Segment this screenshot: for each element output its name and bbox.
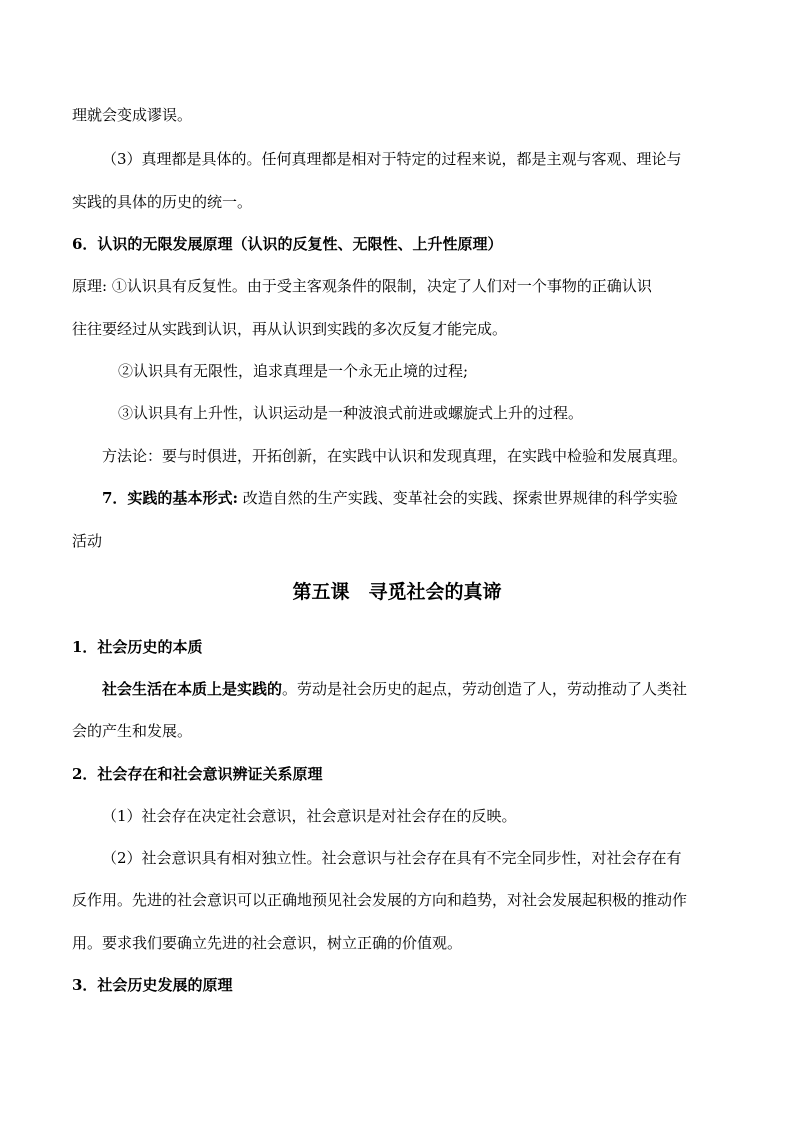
section-heading-3: 3．社会历史发展的原理 [72,976,233,994]
paragraph-line: 理就会变成谬误。 [72,106,193,124]
paragraph-line: （1）社会存在决定社会意识，社会意识是对社会存在的反映。 [102,807,517,825]
paragraph-line: 实践的具体的历史的统一。 [72,193,253,211]
section-heading-7: 7．实践的基本形式: [102,489,238,507]
paragraph-line [102,488,678,508]
paragraph-line [102,679,687,699]
paragraph-line: 原理: ①认识具有反复性。由于受主客观条件的限制，决定了人们对一个事物的正确认识 [72,277,652,295]
paragraph-line: （3）真理都是具体的。任何真理都是相对于特定的过程来说，都是主观与客观、理论与 [102,150,682,168]
list-item: ②认识具有无限性，追求真理是一个永无止境的过程; [118,362,469,380]
paragraph-line: 活动 [72,532,103,550]
paragraph-line: 会的产生和发展。 [72,722,193,740]
paragraph-line: （2）社会意识具有相对独立性。社会意识与社会存在具有不完全同步性，对社会存在有 [102,849,682,867]
paragraph-line: 反作用。先进的社会意识可以正确地预见社会发展的方向和趋势，对社会发展起积极的推动作 [72,891,688,909]
paragraph-line: 用。要求我们要确立先进的社会意识，树立正确的价值观。 [72,934,463,952]
list-item: ③认识具有上升性，认识运动是一种波浪式前进或螺旋式上升的过程。 [118,404,584,422]
chapter-title: 第五课 寻觅社会的真谛 [292,581,502,603]
section-heading-2: 2．社会存在和社会意识辨证关系原理 [72,765,323,783]
inline-text: 。劳动是社会历史的起点，劳动创造了人，劳动推动了人类社 [282,680,688,698]
paragraph-line: 往往要经过从实践到认识，再从认识到实践的多次反复才能完成。 [72,320,508,338]
inline-text: 改造自然的生产实践、变革社会的实践、探索世界规律的科学实验 [237,489,678,507]
bold-phrase: 社会生活在本质上是实践的 [102,680,283,698]
section-heading-1: 1．社会历史的本质 [72,638,203,656]
paragraph-line: 方法论：要与时俱进，开拓创新，在实践中认识和发现真理，在实践中检验和发展真理。 [102,447,688,465]
section-heading-6: 6．认识的无限发展原理（认识的反复性、无限性、上升性原理） [72,235,503,253]
